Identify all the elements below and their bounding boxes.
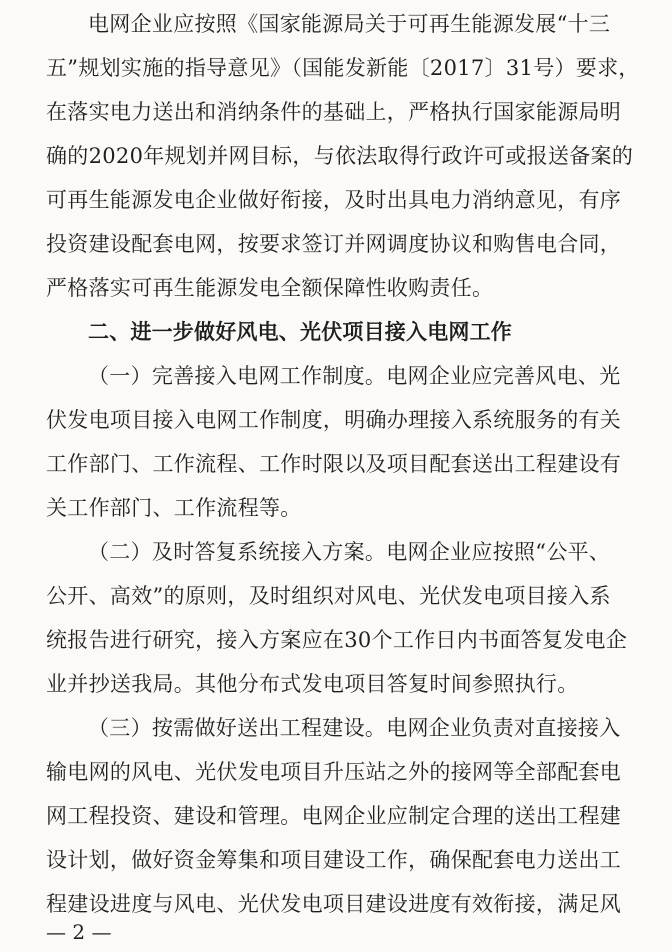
paragraph-line: 关工作部门、工作流程等。: [46, 496, 302, 520]
paragraph-line: 业并抄送我局。其他分布式发电项目答复时间参照执行。: [46, 672, 579, 696]
paragraph-line: （二）及时答复系统接入方案。电网企业应按照“公平、: [88, 540, 611, 564]
paragraph-line: 在落实电力送出和消纳条件的基础上，严格执行国家能源局明: [46, 100, 622, 124]
paragraph-line: 设计划，做好资金筹集和项目建设工作，确保配套电力送出工: [46, 848, 622, 872]
paragraph-line: 公开、高效”的原则，及时组织对风电、光伏发电项目接入系: [46, 584, 611, 608]
paragraph-line: 程建设进度与风电、光伏发电项目建设进度有效衔接，满足风: [46, 892, 622, 916]
paragraph-line: 电网企业应按照《国家能源局关于可再生能源发展“十三: [88, 12, 611, 36]
paragraph-line: 伏发电项目接入电网工作制度，明确办理接入系统服务的有关: [46, 408, 622, 432]
paragraph-line: 确的2020年规划并网目标，与依法取得行政许可或报送备案的: [46, 144, 634, 168]
paragraph-line: 可再生能源发电企业做好衔接，及时出具电力消纳意见，有序: [46, 188, 622, 212]
page-number: — 2 —: [46, 920, 112, 944]
section-heading: 二、进一步做好风电、光伏项目接入电网工作: [88, 320, 512, 344]
paragraph-line: 网工程投资、建设和管理。电网企业应制定合理的送出工程建: [46, 804, 622, 828]
paragraph-line: 五”规划实施的指导意见》（国能发新能〔2017〕31号）要求，: [46, 56, 640, 80]
paragraph-line: 投资建设配套电网，按要求签订并网调度协议和购售电合同，: [46, 232, 622, 256]
paragraph-line: 工作部门、工作流程、工作时限以及项目配套送出工程建设有: [46, 452, 622, 476]
paragraph-line: （一）完善接入电网工作制度。电网企业应完善风电、光: [88, 364, 621, 388]
paragraph-line: （三）按需做好送出工程建设。电网企业负责对直接接入: [88, 716, 621, 740]
paragraph-line: 严格落实可再生能源发电全额保障性收购责任。: [46, 276, 494, 300]
paragraph-line: 输电网的风电、光伏发电项目升压站之外的接网等全部配套电: [46, 760, 622, 784]
paragraph-line: 统报告进行研究，接入方案应在30个工作日内书面答复发电企: [46, 628, 628, 652]
